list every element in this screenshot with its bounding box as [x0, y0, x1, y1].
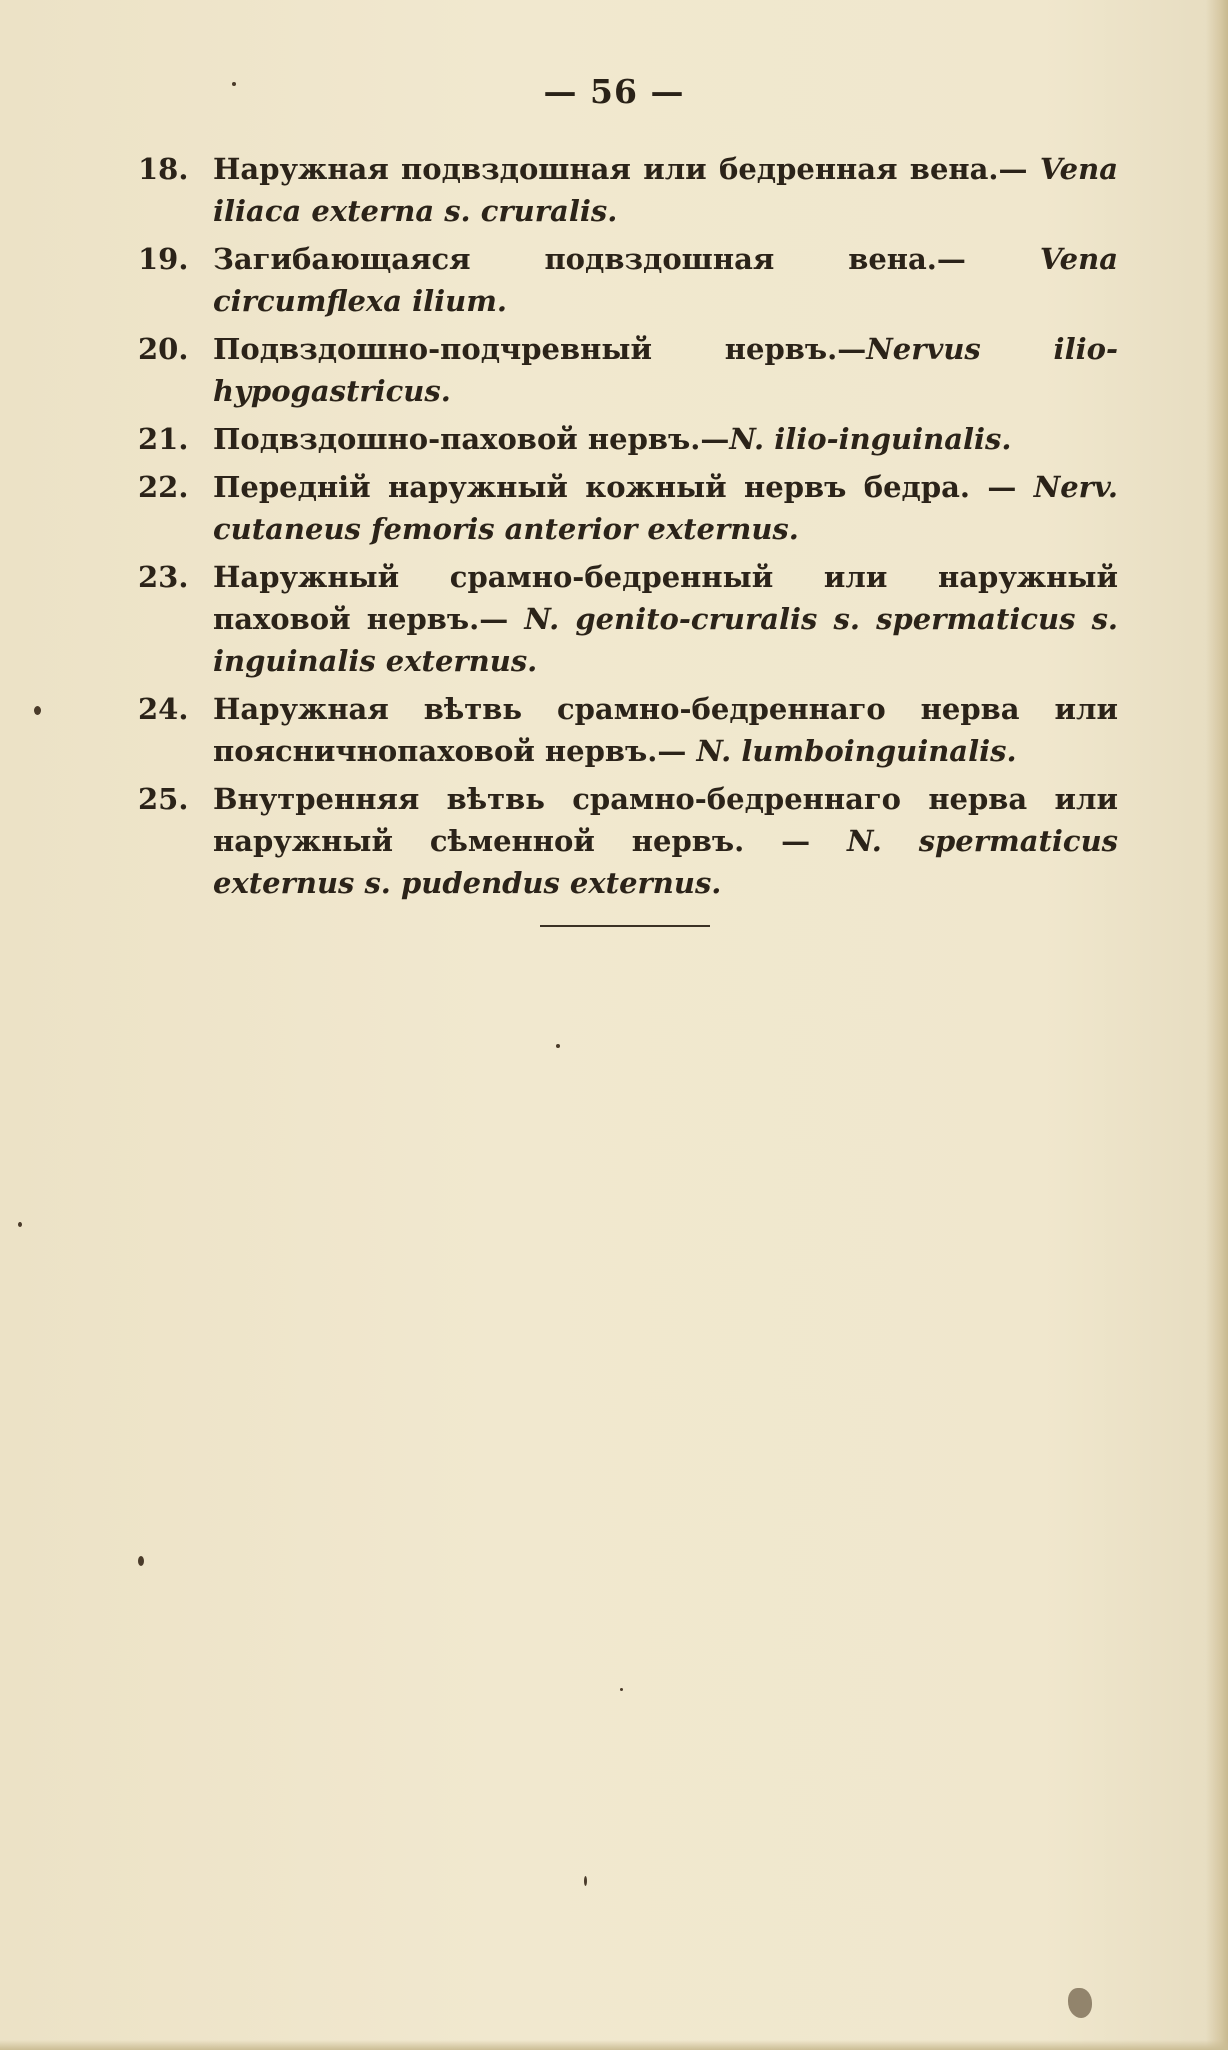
list-item — [138, 466, 1118, 550]
entry-number: 20. — [138, 332, 189, 366]
list-item — [138, 778, 1118, 904]
entry-number: 21. — [138, 422, 189, 456]
ink-speck — [584, 1876, 587, 1886]
entry-russian-text: Внутренняя вѣтвь срамно-бедреннаго нерва или наружный сѣменной нервъ. — — [213, 782, 1118, 858]
entry-russian-text: Наружная вѣтвь срамно-бедреннаго нерва или поясничнопаховой нервъ.— — [213, 692, 1118, 768]
entry-number: 23. — [138, 560, 189, 594]
section-divider-rule — [540, 925, 710, 927]
ink-speck — [18, 1222, 22, 1227]
list-item — [138, 148, 1118, 232]
entry-russian-text: Загибающаяся подвздошная вена.— — [213, 242, 1040, 276]
entry-russian-text: Наружная подвздошная или бедренная вена.— — [213, 152, 1040, 186]
entry-latin-term: Vena circumflexa ilium. — [213, 242, 1118, 318]
list-item — [138, 688, 1118, 772]
ink-speck — [138, 1556, 144, 1566]
list-item — [138, 238, 1118, 322]
list-item — [138, 418, 1118, 460]
entry-latin-term: N. lumboinguinalis. — [696, 734, 1017, 768]
ink-blot — [1068, 1988, 1092, 2018]
entry-number: 18. — [138, 152, 189, 186]
page-edge-shadow — [1206, 0, 1228, 2050]
entry-number: 25. — [138, 782, 189, 816]
ink-speck — [232, 82, 236, 86]
entry-latin-term: N. genito-cruralis s. spermaticus s. inguinalis externus. — [213, 602, 1118, 678]
entry-latin-term: Vena iliaca externa s. cruralis. — [213, 152, 1118, 228]
ink-speck — [34, 706, 41, 715]
entry-russian-text: Подвздошно-подчревный нервъ.— — [213, 332, 867, 366]
list-item — [138, 328, 1118, 412]
entry-latin-term: Nerv. cutaneus femoris anterior externus. — [213, 470, 1118, 546]
entry-number: 22. — [138, 470, 189, 504]
page-number-header: — 56 — — [543, 72, 685, 111]
entry-number: 24. — [138, 692, 189, 726]
entry-latin-term: N. ilio-inguinalis. — [729, 422, 1012, 456]
list-item — [138, 556, 1118, 682]
entry-latin-term: Nervus ilio-hypogastricus. — [213, 332, 1118, 408]
entry-number: 19. — [138, 242, 189, 276]
entry-latin-term: N. spermaticus externus s. pudendus externus. — [213, 824, 1118, 900]
entry-list — [138, 148, 1118, 910]
ink-speck — [556, 1044, 560, 1048]
page-bottom-shadow — [0, 2040, 1228, 2050]
entry-russian-text: Подвздошно-паховой нервъ.— — [213, 422, 730, 456]
entry-russian-text: Наружный срамно-бедренный или наружный паховой нервъ.— — [213, 560, 1118, 636]
entry-russian-text: Передній наружный кожный нервъ бедра. — — [213, 470, 1034, 504]
ink-speck — [620, 1688, 623, 1691]
